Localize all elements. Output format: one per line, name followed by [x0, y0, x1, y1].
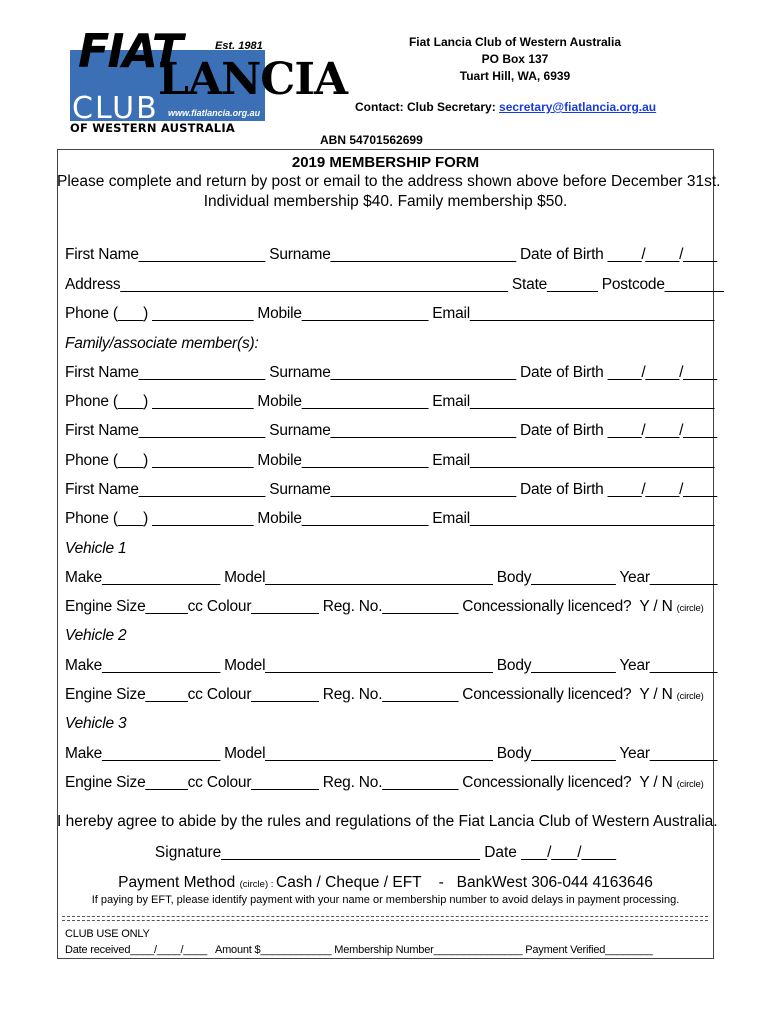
family-phone-row-3[interactable]: Phone (___) ____________ Mobile_______________ Email_____________________________: [65, 510, 715, 527]
suburb: Tuart Hill, WA, 6939: [459, 69, 571, 83]
circle-note: (circle): [676, 691, 704, 702]
logo-club-text: CLUB: [72, 91, 159, 126]
club-logo: [70, 24, 348, 136]
engine-row-text: Engine Size_____cc Colour________ Reg. No._________ Concessionally licenced? Y / N: [65, 774, 677, 791]
vehicle-1-heading: Vehicle 1: [65, 540, 127, 557]
vehicle-3-heading: Vehicle 3: [65, 715, 127, 732]
agreement-text: I hereby agree to abide by the rules and regulations of the Fiat Lancia Club of Western Australia.: [57, 813, 718, 830]
contact-email-link[interactable]: secretary@fiatlancia.org.au: [499, 100, 657, 114]
vehicle-2-heading: Vehicle 2: [65, 627, 127, 644]
vehicle-2-engine-row[interactable]: [65, 686, 704, 704]
logo-est-text: Est. 1981: [215, 40, 263, 52]
payment-circle-note: (circle) :: [239, 879, 277, 890]
logo-lancia-text: LANCIA: [158, 54, 348, 105]
abn: ABN 54701562699: [320, 133, 423, 147]
circle-note: (circle): [676, 779, 704, 790]
vehicle-3-engine-row[interactable]: [65, 774, 704, 792]
form-title: 2019 MEMBERSHIP FORM: [291, 154, 480, 171]
family-phone-row-2[interactable]: Phone (___) ____________ Mobile_______________ Email_____________________________: [65, 452, 715, 469]
logo-region-text: OF WESTERN AUSTRALIA: [70, 121, 235, 135]
family-heading: Family/associate member(s):: [65, 335, 259, 352]
club-use-row: Date received____/____/____ Amount $____________ Membership Number_______________ Payment Verified________: [65, 944, 653, 956]
family-name-row-3[interactable]: First Name_______________ Surname______________________ Date of Birth ____/____/____: [65, 481, 717, 498]
circle-note: (circle): [676, 603, 704, 614]
vehicle-1-engine-row[interactable]: [65, 598, 704, 616]
family-phone-row-1[interactable]: Phone (___) ____________ Mobile_______________ Email_____________________________: [65, 393, 715, 410]
club-use-heading: CLUB USE ONLY: [65, 928, 150, 940]
engine-row-text: Engine Size_____cc Colour________ Reg. No._________ Concessionally licenced? Y / N: [65, 686, 677, 703]
payment-row: [57, 874, 714, 892]
vehicle-2-make-row[interactable]: Make______________ Model___________________________ Body__________ Year________: [65, 657, 718, 674]
divider-rule: [62, 916, 708, 921]
payment-label: Payment Method: [118, 874, 240, 891]
eft-note: If paying by EFT, please identify payment with your name or membership number to avoid delays in payment processing.: [91, 894, 680, 906]
address-row[interactable]: Address______________________________________________ State______ Postcode_______: [65, 276, 724, 293]
logo-url-text: www.fiatlancia.org.au: [168, 108, 261, 118]
payment-options: Cash / Cheque / EFT - BankWest 306-044 4163646: [276, 874, 653, 891]
engine-row-text: Engine Size_____cc Colour________ Reg. No._________ Concessionally licenced? Y / N: [65, 598, 677, 615]
vehicle-3-make-row[interactable]: Make______________ Model___________________________ Body__________ Year________: [65, 745, 718, 762]
intro-line-1: Please complete and return by post or email to the address shown above before December 31st.: [57, 173, 721, 190]
vehicle-1-make-row[interactable]: Make______________ Model___________________________ Body__________ Year________: [65, 569, 718, 586]
form-frame: [57, 149, 721, 959]
logo-fiat-text: FIAT: [78, 24, 182, 78]
signature-row[interactable]: Signature______________________________ Date ___/___/____: [154, 844, 617, 861]
contact-label: Contact: Club Secretary:: [355, 100, 500, 114]
family-name-row-2[interactable]: First Name_______________ Surname______________________ Date of Birth ____/____/____: [65, 422, 717, 439]
org-name: Fiat Lancia Club of Western Australia: [408, 35, 622, 49]
po-box: PO Box 137: [481, 52, 549, 66]
phone-row[interactable]: Phone (___) ____________ Mobile_______________ Email_____________________________: [65, 305, 715, 322]
member-name-row[interactable]: First Name_______________ Surname______________________ Date of Birth ____/____/____: [65, 246, 717, 263]
contact-line: [355, 100, 656, 114]
family-name-row-1[interactable]: First Name_______________ Surname______________________ Date of Birth ____/____/____: [65, 364, 717, 381]
intro-line-2: Individual membership $40. Family membership $50.: [203, 193, 568, 210]
